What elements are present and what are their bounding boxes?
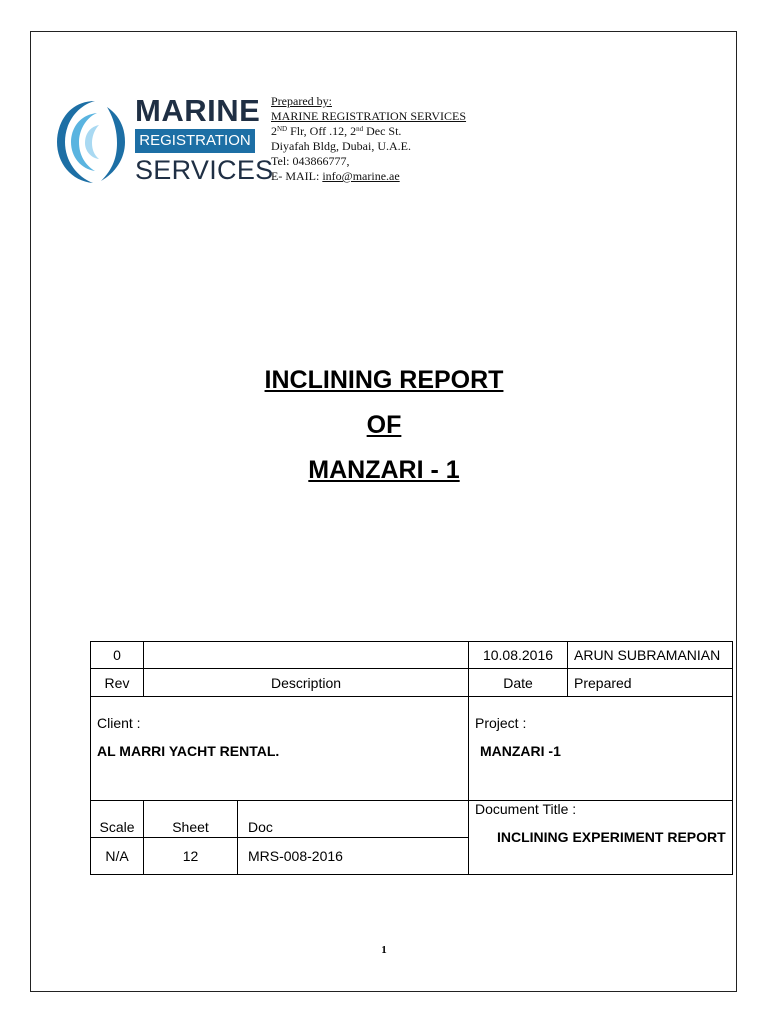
- title-line-2: OF: [366, 411, 402, 439]
- date-label: Date: [469, 669, 568, 697]
- date-value: 10.08.2016: [469, 642, 568, 669]
- client-cell: [91, 697, 469, 801]
- address-line-2: Diyafah Bldg, Dubai, U.A.E.: [271, 139, 411, 153]
- company-name: MARINE REGISTRATION SERVICES: [271, 109, 467, 123]
- sheet-label: Sheet: [144, 801, 238, 838]
- logo-registration-text: REGISTRATION: [135, 129, 255, 153]
- document-info-table: [90, 641, 733, 875]
- table-row: [91, 642, 733, 669]
- doc-label: Doc: [238, 801, 469, 838]
- scale-value: N/A: [91, 838, 144, 875]
- email-link[interactable]: info@marine.ae: [322, 169, 400, 183]
- prepared-value: ARUN SUBRAMANIAN: [568, 642, 733, 669]
- page-number: 1: [381, 944, 387, 956]
- prepared-by-block: [271, 94, 466, 184]
- description-value: [144, 642, 469, 669]
- document-title-value: INCLINING EXPERIMENT REPORT: [497, 829, 726, 845]
- rev-value: 0: [91, 642, 144, 669]
- prepared-by-label: Prepared by:: [271, 94, 332, 108]
- client-label: Client :: [97, 715, 141, 731]
- client-value: AL MARRI YACHT RENTAL.: [97, 743, 280, 759]
- document-title-cell: [469, 801, 733, 875]
- table-row: [91, 697, 733, 801]
- doc-value: MRS-008-2016: [238, 838, 469, 875]
- sheet-value: 12: [144, 838, 238, 875]
- rev-label: Rev: [91, 669, 144, 697]
- description-label: Description: [144, 669, 469, 697]
- table-row: [91, 801, 733, 838]
- logo-services-text: SERVICES: [135, 155, 274, 185]
- logo-marine-text: MARINE: [135, 93, 261, 128]
- company-logo: [55, 93, 274, 190]
- title-line-3: MANZARI - 1: [308, 456, 460, 484]
- prepared-label: Prepared: [568, 669, 733, 697]
- project-cell: [469, 697, 733, 801]
- telephone: Tel: 043866777,: [271, 154, 350, 168]
- project-value: MANZARI -1: [480, 743, 561, 759]
- title-line-1: INCLINING REPORT: [264, 366, 504, 394]
- scale-label: Scale: [91, 801, 144, 838]
- project-label: Project :: [475, 715, 527, 731]
- email-line: E- MAIL: info@marine.ae: [271, 169, 400, 183]
- logo-swirl-icon: [55, 97, 127, 185]
- logo-text: [135, 93, 274, 185]
- address-line-1: 2ND Flr, Off .12, 2nd Dec St.: [271, 124, 402, 138]
- document-title-label: Document Title :: [475, 801, 577, 817]
- table-row: [91, 669, 733, 697]
